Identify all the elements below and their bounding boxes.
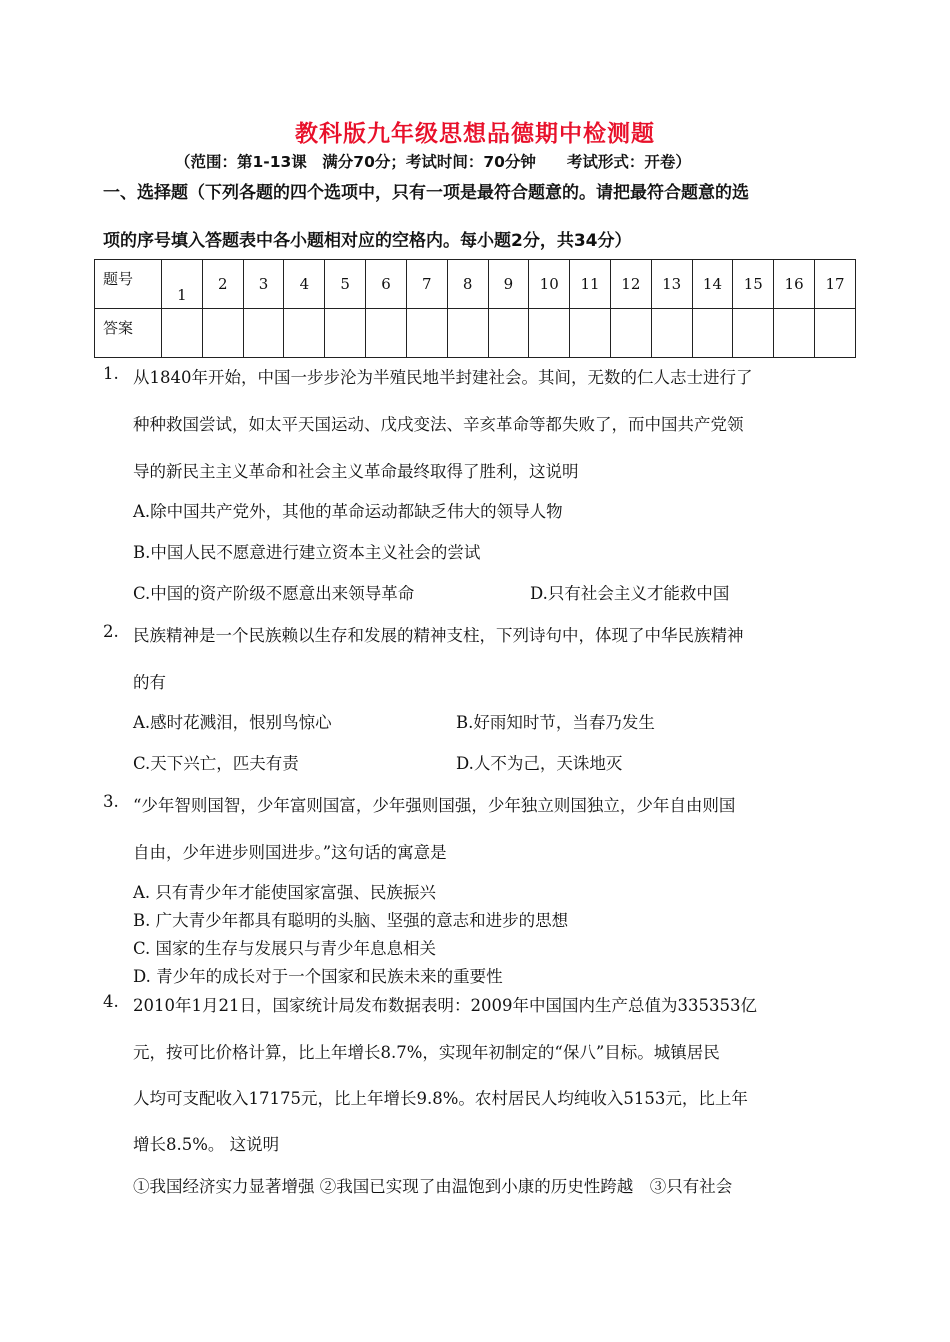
exam-info: （范围：第1-13课 满分70分；考试时间：70分钟 考试形式：开卷） [175, 153, 691, 171]
answer-cell[interactable] [610, 309, 651, 358]
question-2-option-a: A.感时花溅泪，恨别鸟惊心 [133, 713, 332, 732]
answer-cell[interactable] [815, 309, 856, 358]
answer-cell[interactable] [366, 309, 407, 358]
question-number-cell: 17 [815, 260, 856, 309]
question-number-cell: 13 [651, 260, 692, 309]
question-number-cell: 10 [529, 260, 570, 309]
answer-cell[interactable] [284, 309, 325, 358]
question-2-number: 2. [103, 622, 119, 641]
question-4-stem: 人均可支配收入17175元，比上年增长9.8%。农村居民人均纯收入5153元，比上年 [133, 1089, 748, 1108]
question-3-option-a: A. 只有青少年才能使国家富强、民族振兴 [133, 883, 436, 902]
answer-cell[interactable] [774, 309, 815, 358]
answer-cell[interactable] [733, 309, 774, 358]
question-number-cell: 9 [488, 260, 529, 309]
question-1-option-d: D.只有社会主义才能救中国 [530, 584, 730, 603]
answer-cell[interactable] [488, 309, 529, 358]
question-3-option-c: C. 国家的生存与发展只与青少年息息相关 [133, 939, 437, 958]
answer-cell[interactable] [325, 309, 366, 358]
section-instructions-line1: 一、选择题（下列各题的四个选项中，只有一项是最符合题意的。请把最符合题意的选 [103, 183, 749, 203]
answer-cell[interactable] [406, 309, 447, 358]
question-3-option-d: D. 青少年的成长对于一个国家和民族未来的重要性 [133, 967, 503, 986]
question-2-stem: 民族精神是一个民族赖以生存和发展的精神支柱，下列诗句中，体现了中华民族精神 [133, 626, 744, 645]
question-3-number: 3. [103, 792, 119, 811]
question-number-cell: 7 [406, 260, 447, 309]
page-title: 教科版九年级思想品德期中检测题 [295, 121, 655, 147]
question-3-option-b: B. 广大青少年都具有聪明的头脑、坚强的意志和进步的思想 [133, 911, 569, 930]
question-1-option-c: C.中国的资产阶级不愿意出来领导革命 [133, 584, 415, 603]
question-2-option-d: D.人不为己，天诛地灭 [456, 754, 623, 773]
question-1-option-b: B.中国人民不愿意进行建立资本主义社会的尝试 [133, 543, 481, 562]
question-4-statements: ①我国经济实力显著增强 ②我国已实现了由温饱到小康的历史性跨越 ③只有社会 [133, 1177, 733, 1196]
question-4-stem: 增长8.5%。 这说明 [133, 1135, 280, 1154]
question-3-stem: 自由，少年进步则国进步。”这句话的寓意是 [133, 843, 447, 862]
answer-cell[interactable] [243, 309, 284, 358]
question-2-stem: 的有 [133, 673, 166, 692]
answer-label: 答案 [95, 309, 162, 358]
question-number-cell: 6 [366, 260, 407, 309]
question-number-cell: 16 [774, 260, 815, 309]
question-4-stem: 2010年1月21日，国家统计局发布数据表明：2009年中国国内生产总值为335353亿 [133, 996, 757, 1015]
question-number-cell: 12 [610, 260, 651, 309]
question-number-cell: 14 [692, 260, 733, 309]
question-number-cell: 11 [570, 260, 611, 309]
question-4-stem: 元，按可比价格计算，比上年增长8.7%，实现年初制定的“保八”目标。城镇居民 [133, 1043, 720, 1062]
question-number-row [95, 260, 856, 309]
answer-row [95, 309, 856, 358]
question-number-cell: 8 [447, 260, 488, 309]
question-number-cell: 2 [202, 260, 243, 309]
answer-cell[interactable] [162, 309, 203, 358]
question-number-label: 题号 [95, 260, 162, 309]
question-3-stem: “少年智则国智，少年富则国富，少年强则国强，少年独立则国独立，少年自由则国 [133, 796, 736, 815]
answer-cell[interactable] [529, 309, 570, 358]
answer-table [94, 259, 856, 358]
question-1-stem: 种种救国尝试，如太平天国运动、戊戌变法、辛亥革命等都失败了，而中国共产党领 [133, 415, 744, 434]
answer-cell[interactable] [651, 309, 692, 358]
answer-cell[interactable] [447, 309, 488, 358]
question-number-cell: 15 [733, 260, 774, 309]
section-instructions-line2: 项的序号填入答题表中各小题相对应的空格内。每小题2分，共34分） [103, 231, 632, 251]
question-number-cell: 1 [162, 260, 203, 309]
question-number-cell: 5 [325, 260, 366, 309]
question-1-stem: 导的新民主主义革命和社会主义革命最终取得了胜利，这说明 [133, 462, 579, 481]
question-4-number: 4. [103, 992, 119, 1011]
question-1-option-a: A.除中国共产党外，其他的革命运动都缺乏伟大的领导人物 [133, 502, 563, 521]
answer-cell[interactable] [570, 309, 611, 358]
question-2-option-b: B.好雨知时节，当春乃发生 [456, 713, 655, 732]
question-number-cell: 3 [243, 260, 284, 309]
question-2-option-c: C.天下兴亡，匹夫有责 [133, 754, 299, 773]
question-1-number: 1. [103, 364, 119, 383]
answer-cell[interactable] [202, 309, 243, 358]
question-number-cell: 4 [284, 260, 325, 309]
answer-cell[interactable] [692, 309, 733, 358]
question-1-stem: 从1840年开始，中国一步步沦为半殖民地半封建社会。其间，无数的仁人志士进行了 [133, 368, 753, 387]
